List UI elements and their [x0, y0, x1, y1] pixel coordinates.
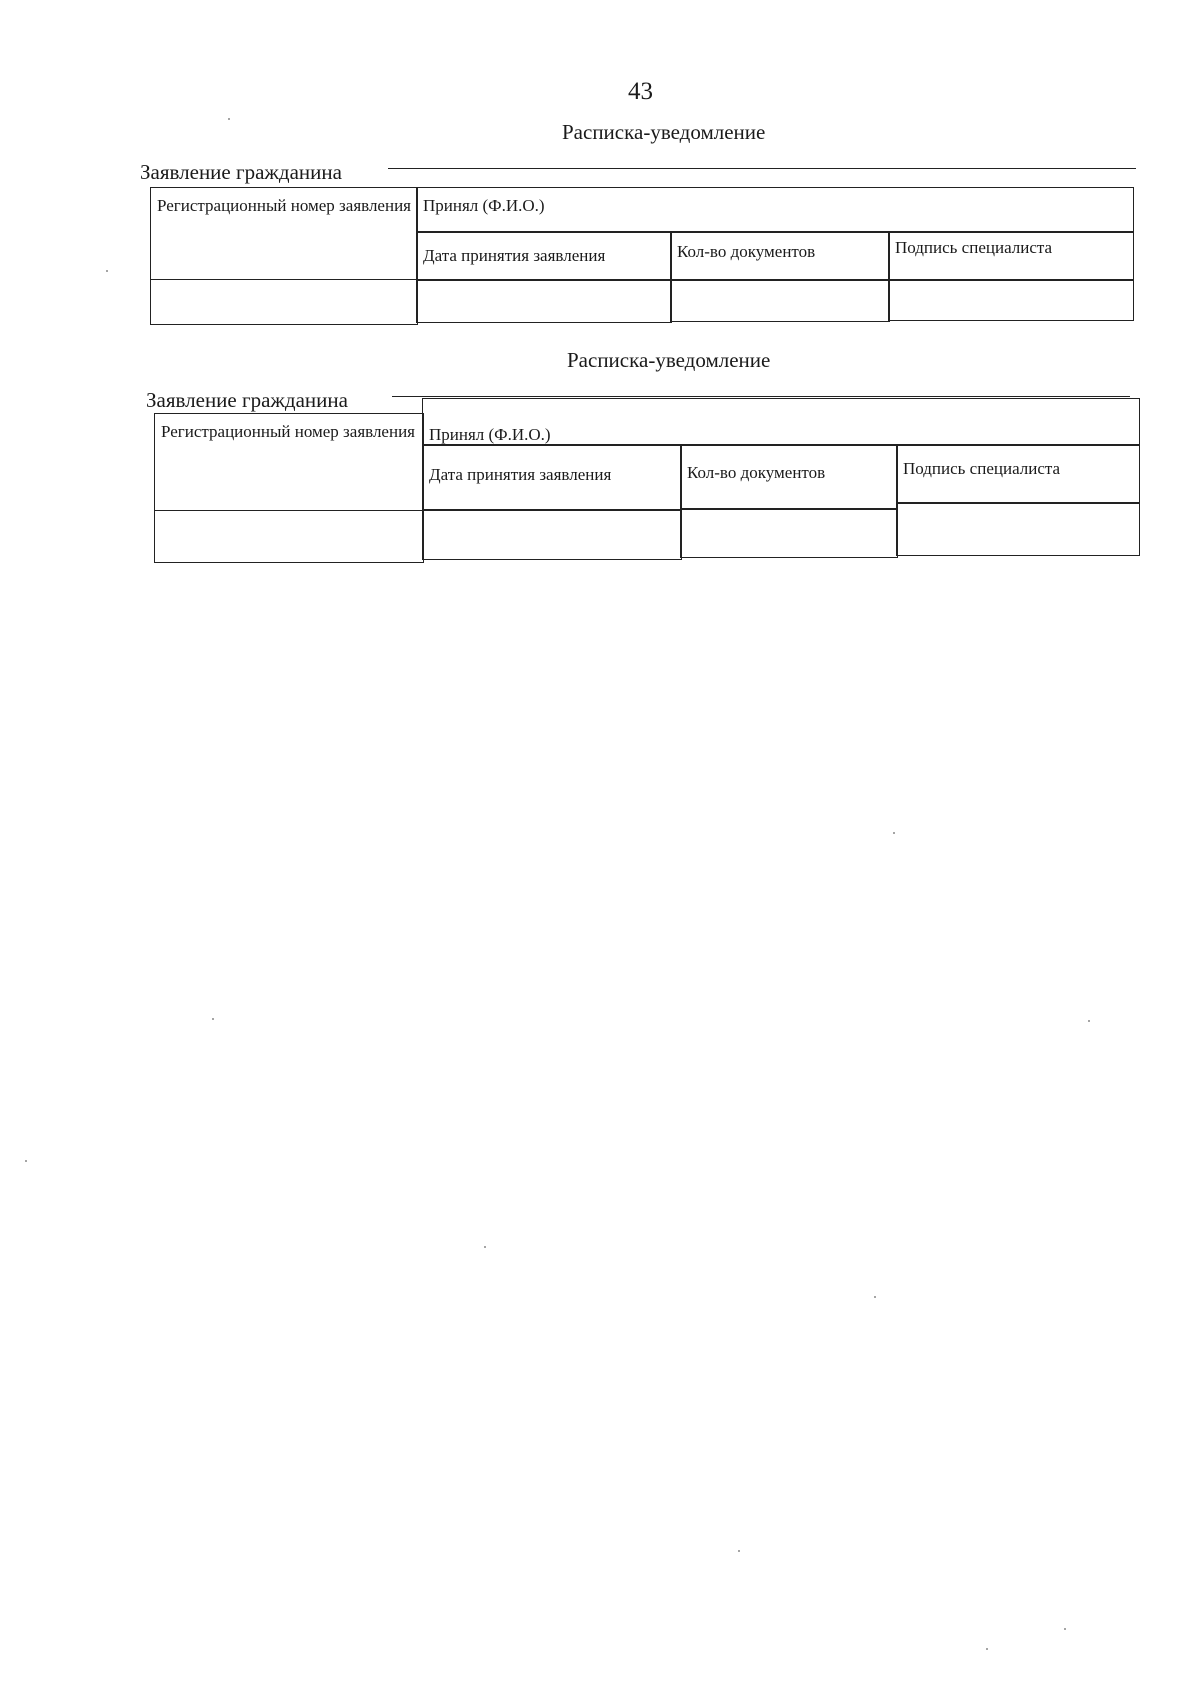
doc-count-value[interactable]	[680, 508, 898, 558]
doc-count-header: Кол-во документов	[670, 231, 890, 281]
scan-speck	[106, 270, 108, 272]
scan-speck	[738, 1550, 740, 1552]
reg-number-value[interactable]	[150, 279, 418, 325]
scan-speck	[212, 1018, 214, 1020]
page-number: 43	[628, 78, 653, 105]
doc-count-value[interactable]	[670, 279, 890, 322]
scan-speck	[25, 1160, 27, 1162]
signature-value[interactable]	[888, 279, 1134, 321]
accepted-by-header: Принял (Ф.И.О.)	[416, 187, 1134, 233]
form-title: Расписка-уведомление	[562, 120, 766, 144]
signature-header: Подпись специалиста	[888, 231, 1134, 281]
signature-value[interactable]	[896, 502, 1140, 556]
date-header: Дата принятия заявления	[416, 231, 672, 281]
scan-speck	[1088, 1020, 1090, 1022]
scan-speck	[484, 1246, 486, 1248]
scan-speck	[1064, 1628, 1066, 1630]
statement-label: Заявление гражданина	[140, 160, 342, 184]
accepted-by-header: Принял (Ф.И.О.)	[422, 398, 1140, 446]
statement-blank-line	[388, 168, 1136, 169]
signature-header: Подпись специалиста	[896, 444, 1140, 504]
scan-speck	[986, 1648, 988, 1650]
reg-number-value[interactable]	[154, 510, 424, 563]
scan-speck	[874, 1296, 876, 1298]
scan-speck	[228, 118, 230, 120]
doc-count-header: Кол-во документов	[680, 444, 898, 510]
scan-speck	[893, 832, 895, 834]
form-title: Расписка-уведомление	[567, 348, 771, 372]
date-value[interactable]	[416, 279, 672, 323]
date-value[interactable]	[422, 509, 682, 560]
reg-number-header: Регистрационный номер заявления	[154, 413, 424, 563]
statement-label: Заявление гражданина	[146, 388, 348, 412]
statement-blank-line	[392, 396, 1130, 397]
reg-number-header: Регистрационный номер заявления	[150, 187, 418, 325]
date-header: Дата принятия заявления	[422, 444, 682, 511]
